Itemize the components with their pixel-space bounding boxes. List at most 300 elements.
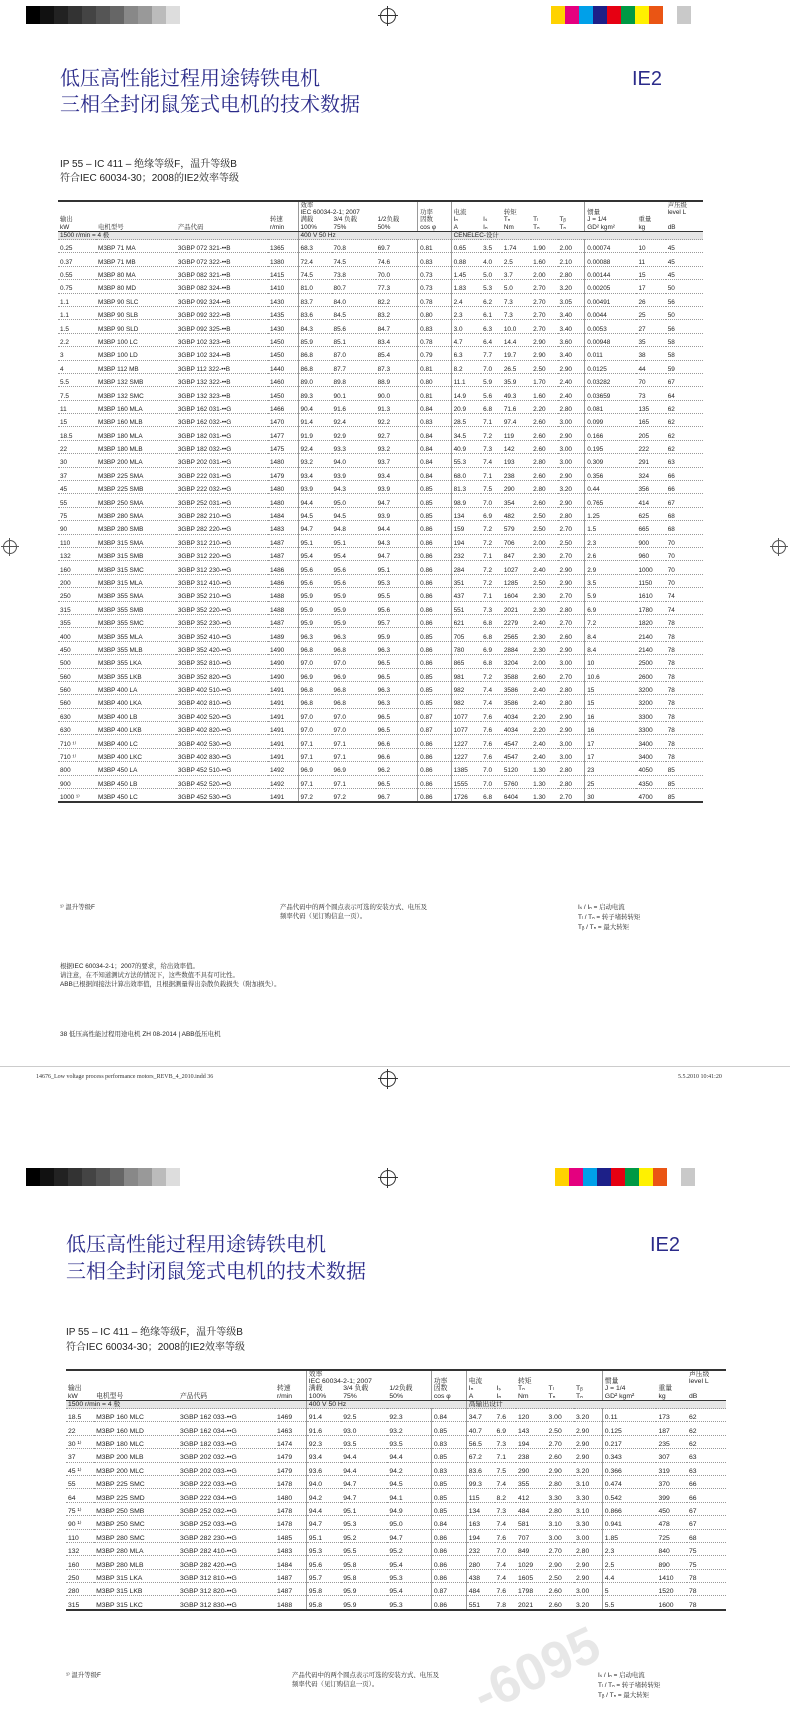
cell-is-ratio: 7.4 [495,1569,516,1582]
cell-output: 2.2 [58,333,96,346]
cell-is-ratio: 7.7 [481,347,502,360]
table-row [58,481,703,494]
cell-product-code: 3GBP 222 033-••G [178,1475,275,1488]
cell-torque-tn: 290 [502,481,531,494]
cell-product-code: 3GBP 282 420-••G [178,1556,275,1569]
cell-speed: 1490 [268,668,298,681]
header-tl: T [548,1385,553,1393]
cell-eff-50: 95.7 [376,614,418,627]
cell-eff-50: 88.9 [376,373,418,386]
cell-speed: 1484 [268,507,298,520]
cell-current-in: 438 [466,1569,494,1582]
cell-motor-type: M3BP 160 MLB [96,414,176,427]
table-row [66,1529,726,1542]
registration-mark-icon [380,8,396,24]
motor-data-table: 效率 IEC 60034-2-1; 2007 功率 电流 转矩 惯量 声压级 level L 输出 kW 电机型号 产品代码 转速 r/min 满载 100% 3/4 负载 75% 1/2负载 50% 因数 cos φ Iₙ A Iₛ Iₙ Tₙ Nm Tₗ Tₙ Tᵦ Tₙ J = 1/4 GD² kgm² 重量 kg dB 1500 r/min = 4 极 400 V 50 Hz 高输出设计 18.5 M3BP 160 MLC 3GBP 162 033-••G 1469 91.4 92.5 92.3 0.84 34.7 7.6 120 3.00 3.20 0.11 173 62 22 M3BP 160 MLD 3GBP 162 034-••G 1463 91.6 93.0 93.2 0.85 40.7 6.9 143 2.50 2.90 0.125 187 62 30 ¹⁾ M3BP 180 MLC 3GBP 182 033-••G 1474 92.3 93.5 93.5 0.83 56.5 7.3 194 2.70 2.90 0.217 235 62 37 M3BP 200 MLB 3GBP 202 032-••G 1479 93.4 94.4 94.4 0.85 67.2 7.1 238 2.60 2.90 0.343 307 63 45 ¹⁾ M3BP 200 MLC 3GBP 202 033-••G 1479 93.6 94.4 94.2 0.83 83.6 7.5 290 2.90 3.20 0.366 319 63 55 M3BP 225 SMC 3GBP 222 033-••G 1478 94.0 94.7 94.5 0.85 99.3 7.4 355 2.80 3.10 0.474 370 66 64 M3BP 225 SMD 3GBP 222 034-••G 1480 94.2 94.7 94.1 0.85 115 8.2 412 3.30 3.30 0.542 399 66 75 ¹⁾ M3BP 250 SMB 3GBP 252 032-••G 1478 94.4 95.1 94.9 0.85 134 7.3 484 2.80 3.10 0.866 450 67 90 ¹⁾ M3BP 250 SMC 3GBP 252 033-••G 1478 94.7 95.3 95.0 0.84 163 7.4 581 3.10 3.30 0.941 478 67 110 M3BP 280 SMC 3GBP 282 230-••G 1485 95.1 95.2 94.7 0.86 194 7.6 707 3.00 3.00 1.85 725 68 132 M3BP 280 MLA 3GBP 282 410-••G 1483 95.3 95.5 95.2 0.86 232 7.0 849 2.70 2.80 2.3 840 75 160 M3BP 280 MLB 3GBP 282 420-••G 1484 95.6 95.8 95.4 0.86 280 7.4 1029 2.90 2.90 2.5 890 75 250 M3BP 315 LKA 3GBP 312 810-••G 1487 95.7 95.8 95.3 0.86 438 7.4 1605 2.50 2.90 4.4 1410 78 280 M3BP 315 LKB 3GBP 312 820-••G 1487 95.8 95.9 95.4 0.87 484 7.6 1798 2.60 3.00 5 1520 78 315 M3BP 315 LKC 3GBP 312 830-••G 1488 95.8 95.9 95.3 0.86 551 7.8 2021 2.60 3.20 5.5 1600 78 [66,1369,726,1611]
cell-output: 22 [66,1422,94,1435]
cell-inertia: 8.4 [585,628,637,641]
cell-cos-phi: 0.83 [418,320,452,333]
rpm-row: 1500 r/min = 4 极 [68,1400,121,1408]
cell-inertia: 0.081 [585,400,637,413]
cell-inertia: 0.099 [585,414,637,427]
header-three-quarter: 3/4 负载 [343,1385,369,1393]
cell-is-ratio: 7.2 [481,521,502,534]
cell-tl-ratio: 2.70 [531,320,557,333]
cell-weight: 900 [636,534,665,547]
cell-motor-type: M3BP 200 MLC [94,1462,178,1475]
cell-weight: 307 [656,1449,687,1462]
cell-eff-100: 84.3 [298,320,331,333]
cell-cos-phi: 0.84 [418,400,452,413]
cell-noise: 62 [687,1422,726,1435]
cell-is-ratio: 6.8 [481,628,502,641]
cell-inertia: 0.866 [602,1502,656,1515]
cell-motor-type: M3BP 80 MD [96,280,176,293]
cell-eff-50: 95.3 [376,574,418,587]
cell-tb-ratio: 3.20 [558,481,585,494]
cell-inertia: 15 [585,695,637,708]
cell-tb-ratio: 2.00 [558,240,585,253]
cell-cos-phi: 0.87 [431,1583,466,1596]
cell-is-ratio: 7.2 [481,534,502,547]
cell-tb-ratio: 2.50 [558,534,585,547]
cell-tl-ratio: 2.50 [531,574,557,587]
header-power-factor-2: 因数 [420,216,433,224]
cell-eff-75: 90.1 [332,387,376,400]
design-row: 高输出设计 [468,1400,503,1408]
cell-tb-ratio: 2.70 [558,614,585,627]
cell-speed: 1466 [268,400,298,413]
cell-weight: 478 [656,1516,687,1529]
table-row [58,601,703,614]
cell-eff-100: 94.5 [298,507,331,520]
table-row [58,775,703,788]
cell-weight: 356 [636,481,665,494]
cell-weight: 4700 [636,789,665,803]
cell-torque-tn: 847 [502,548,531,561]
cell-noise: 58 [666,333,703,346]
header-j-unit: GD² kgm² [604,1392,635,1400]
cell-eff-100: 97.0 [298,722,331,735]
cell-motor-type: M3BP 400 LC [96,735,176,748]
header-speed-unit: r/min [276,1392,293,1400]
cell-output: 18.5 [58,427,96,440]
cell-product-code: 3GBP 182 033-••G [178,1435,275,1448]
header-motor-type: 电机型号 [96,1392,124,1400]
cell-cos-phi: 0.85 [418,668,452,681]
cell-eff-100: 95.1 [298,534,331,547]
cell-weight: 35 [636,333,665,346]
cell-noise: 78 [666,655,703,668]
cell-torque-tn: 2884 [502,641,531,654]
cell-tl-ratio: 2.00 [531,534,557,547]
cell-weight: 205 [636,427,665,440]
color-swatch [597,1168,611,1186]
cell-eff-100: 85.9 [298,333,331,346]
cell-eff-100: 92.3 [306,1435,341,1448]
color-swatch [625,1168,639,1186]
cell-output: 500 [58,655,96,668]
cell-noise: 62 [666,440,703,453]
cell-eff-50: 87.3 [376,360,418,373]
cell-current-in: 865 [451,655,481,668]
cell-current-in: 780 [451,641,481,654]
cell-cos-phi: 0.86 [418,789,452,803]
header-three-quarter: 3/4 负载 [333,216,357,224]
cell-eff-100: 89.0 [298,373,331,386]
cell-inertia: 17 [585,735,637,748]
cell-motor-type: M3BP 225 SMB [96,481,176,494]
cell-eff-100: 97.1 [298,735,331,748]
cell-inertia: 10 [585,655,637,668]
cell-cos-phi: 0.86 [418,614,452,627]
cell-motor-type: M3BP 180 MLC [94,1435,178,1448]
cell-speed: 1491 [268,735,298,748]
cell-torque-tn: 5.0 [502,280,531,293]
cell-eff-100: 93.4 [298,467,331,480]
cell-output: 710 ¹⁾ [58,748,96,761]
table-row [66,1569,726,1582]
cell-output: 1.1 [58,293,96,306]
cell-output: 900 [58,775,96,788]
cell-tb-ratio: 2.90 [574,1422,602,1435]
cell-eff-50: 95.2 [387,1542,431,1555]
cell-eff-50: 84.7 [376,320,418,333]
voltage-row: 400 V 50 Hz [308,1400,347,1408]
header-output: 输出 [60,216,73,224]
color-swatch [555,1168,569,1186]
table-row [66,1489,726,1502]
cell-product-code: 3GBP 102 323-••B [176,333,268,346]
cell-tl-ratio: 2.30 [531,601,557,614]
cell-current-in: 437 [451,588,481,601]
cell-is-ratio: 7.0 [481,360,502,373]
legend-locked-torque: Tₗ / Tₙ = 转子堵转转矩 [598,1682,661,1689]
cell-product-code: 3GBP 092 322-••B [176,306,268,319]
cell-eff-100: 81.0 [298,280,331,293]
cell-eff-50: 96.5 [376,708,418,721]
cell-eff-75: 97.0 [332,722,376,735]
cell-cos-phi: 0.86 [418,735,452,748]
cell-eff-50: 96.7 [376,789,418,803]
cell-eff-50: 74.6 [376,253,418,266]
cell-tb-ratio: 3.00 [558,748,585,761]
cell-speed: 1435 [268,306,298,319]
cell-is-ratio: 7.0 [481,775,502,788]
table-body [58,240,703,803]
cell-eff-100: 89.3 [298,387,331,400]
cell-torque-tn: 142 [502,440,531,453]
cell-cos-phi: 0.83 [418,253,452,266]
cell-tl-ratio: 2.30 [531,588,557,601]
cell-eff-75: 93.3 [332,440,376,453]
header-j: J = 1/4 [587,216,607,224]
cell-eff-50: 94.2 [387,1462,431,1475]
cell-is-ratio: 7.1 [495,1449,516,1462]
table-row [58,360,703,373]
cell-speed: 1380 [268,253,298,266]
cell-torque-tn: 4034 [502,722,531,735]
cell-noise: 78 [687,1569,726,1582]
cell-cos-phi: 0.78 [418,333,452,346]
cell-current-in: 351 [451,574,481,587]
cell-product-code: 3GBP 072 321-••B [176,240,268,253]
cell-cos-phi: 0.86 [418,561,452,574]
table-row [66,1542,726,1555]
cell-eff-100: 68.3 [298,240,331,253]
cell-current-in: 232 [451,548,481,561]
cell-noise: 66 [687,1475,726,1488]
cell-eff-50: 96.6 [376,735,418,748]
cell-tl-ratio: 2.70 [531,280,557,293]
table-row [58,266,703,279]
header-efficiency: 效率 [308,1371,323,1378]
cell-speed: 1492 [268,762,298,775]
cell-cos-phi: 0.86 [418,521,452,534]
cell-speed: 1474 [275,1435,306,1448]
protection-spec: IP 55 – IC 411 – 绝缘等级F，温升等级B [66,1327,243,1338]
cell-eff-50: 93.9 [376,481,418,494]
cell-product-code: 3GBP 252 032-••G [178,1502,275,1515]
cell-eff-50: 96.5 [376,722,418,735]
cell-speed: 1479 [268,467,298,480]
cell-current-in: 6.3 [451,347,481,360]
cell-is-ratio: 7.6 [481,708,502,721]
cell-current-in: 81.3 [451,481,481,494]
cell-is-ratio: 7.3 [495,1435,516,1448]
cell-torque-tn: 5760 [502,775,531,788]
cell-tl-ratio: 2.60 [531,668,557,681]
print-slug: 14676_Low voltage process performance motors_REVB_4_2010.indd 36 [36,1074,214,1080]
cell-eff-50: 95.4 [387,1583,431,1596]
cell-speed: 1479 [275,1449,306,1462]
cell-product-code: 3GBP 092 324-••B [176,293,268,306]
cell-product-code: 3GBP 352 210-••G [176,588,268,601]
cell-inertia: 2.3 [602,1542,656,1555]
cell-noise: 74 [666,588,703,601]
cell-noise: 85 [666,789,703,803]
cell-weight: 725 [656,1529,687,1542]
table-row [58,467,703,480]
cell-product-code: 3GBP 402 830-••G [176,748,268,761]
cell-motor-type: M3BP 180 MLB [96,440,176,453]
cell-eff-100: 95.9 [298,601,331,614]
cell-product-code: 3GBP 312 210-••G [176,534,268,547]
efficiency-class: IE2 [632,68,663,90]
cell-is-ratio: 7.4 [495,1516,516,1529]
cell-current-in: 14.9 [451,387,481,400]
cell-output: 75 [58,507,96,520]
cell-eff-75: 93.9 [332,467,376,480]
cell-eff-100: 97.1 [298,748,331,761]
cell-current-in: 551 [451,601,481,614]
cell-product-code: 3GBP 112 322-••B [176,360,268,373]
cell-motor-type: M3BP 450 LA [96,762,176,775]
cell-eff-75: 87.7 [332,360,376,373]
cell-current-in: 40.7 [466,1422,494,1435]
cell-eff-100: 93.9 [298,481,331,494]
cell-weight: 665 [636,521,665,534]
cell-torque-tn: 1605 [516,1569,547,1582]
cell-noise: 66 [687,1489,726,1502]
cell-product-code: 3GBP 352 420-••G [176,641,268,654]
cell-noise: 78 [666,681,703,694]
header-tn-unit: Nm [517,1392,529,1400]
header-product-code: 产品代码 [177,223,204,231]
cell-output: 37 [66,1449,94,1462]
cell-eff-75: 96.3 [332,628,376,641]
cell-is-ratio: 7.6 [481,735,502,748]
cell-product-code: 3GBP 222 031-••G [176,467,268,480]
registration-mark-icon [772,540,786,554]
header-output-unit: kW [68,1392,78,1400]
table-row [58,347,703,360]
table-row [58,454,703,467]
cell-tl-ratio: 2.30 [531,641,557,654]
cell-motor-type: M3BP 250 SMB [94,1502,178,1515]
cell-eff-75: 94.0 [332,454,376,467]
cell-current-in: 1.45 [451,266,481,279]
cell-torque-tn: 26.5 [502,360,531,373]
cell-eff-50: 83.2 [376,306,418,319]
cell-tb-ratio: 2.90 [574,1569,602,1582]
cell-weight: 222 [636,440,665,453]
cell-motor-type: M3BP 250 SMC [94,1516,178,1529]
cell-eff-50: 96.5 [376,655,418,668]
cell-product-code: 3GBP 282 410-••G [178,1542,275,1555]
cell-tl-ratio: 2.70 [547,1435,575,1448]
cell-inertia: 0.00144 [585,266,637,279]
cell-eff-50: 95.4 [387,1556,431,1569]
cell-eff-75: 95.6 [332,561,376,574]
cell-motor-type: M3BP 250 SMA [96,494,176,507]
cell-noise: 67 [666,373,703,386]
cell-is-ratio: 6.9 [481,507,502,520]
cell-inertia: 23 [585,762,637,775]
cell-eff-100: 97.2 [298,789,331,803]
cell-product-code: 3GBP 222 034-••G [178,1489,275,1502]
table-row [58,655,703,668]
cell-tb-ratio: 3.30 [574,1516,602,1529]
cell-noise: 67 [666,494,703,507]
header-power-factor: 功率 [433,1378,448,1386]
cell-weight: 235 [656,1435,687,1448]
cell-noise: 45 [666,240,703,253]
cell-speed: 1480 [275,1489,306,1502]
cell-output: 1000 ¹⁾ [58,789,96,803]
cell-inertia: 0.00074 [585,240,637,253]
cell-speed: 1491 [268,681,298,694]
cell-noise: 85 [666,762,703,775]
cell-speed: 1491 [268,789,298,803]
cell-output: 0.37 [58,253,96,266]
cell-weight: 3300 [636,708,665,721]
cell-noise: 78 [687,1583,726,1596]
cell-noise: 78 [666,735,703,748]
cell-inertia: 0.125 [602,1422,656,1435]
cell-product-code: 3GBP 312 220-••G [176,548,268,561]
cell-output: 30 [58,454,96,467]
cell-eff-100: 90.4 [298,400,331,413]
cell-inertia: 1.85 [602,1529,656,1542]
cell-noise: 78 [666,748,703,761]
cell-tb-ratio: 3.00 [574,1583,602,1596]
cell-eff-100: 95.1 [306,1529,341,1542]
cell-torque-tn: 484 [516,1502,547,1515]
cell-eff-100: 93.2 [298,454,331,467]
cell-noise: 64 [666,387,703,400]
cell-eff-50: 95.6 [376,601,418,614]
table-row [66,1422,726,1435]
cell-cos-phi: 0.85 [418,481,452,494]
cell-is-ratio: 7.6 [481,748,502,761]
cell-motor-type: M3BP 280 SMA [96,507,176,520]
cell-eff-100: 97.0 [298,708,331,721]
cell-speed: 1487 [268,534,298,547]
cell-current-in: 1385 [451,762,481,775]
cell-eff-50: 94.1 [387,1489,431,1502]
cell-is-ratio: 7.8 [495,1596,516,1610]
cell-torque-tn: 290 [516,1462,547,1475]
table-row [66,1449,726,1462]
cell-torque-tn: 579 [502,521,531,534]
cell-tb-ratio: 3.00 [558,414,585,427]
table-row [66,1556,726,1569]
cell-speed: 1486 [268,574,298,587]
cell-output: 280 [66,1583,94,1596]
cell-eff-75: 91.6 [332,400,376,413]
table-row [58,762,703,775]
cell-speed: 1486 [268,561,298,574]
cell-tb-ratio: 3.10 [574,1502,602,1515]
cell-current-in: 0.88 [451,253,481,266]
cell-speed: 1488 [275,1596,306,1610]
cell-weight: 1600 [656,1596,687,1610]
cell-cos-phi: 0.85 [418,628,452,641]
cell-inertia: 0.11 [602,1409,656,1422]
header-weight-unit: kg [658,1392,666,1400]
cell-torque-tn: 354 [502,494,531,507]
cell-torque-tn: 10.0 [502,320,531,333]
cell-output: 75 ¹⁾ [66,1502,94,1515]
cell-current-in: 1227 [451,748,481,761]
cell-tl-ratio: 3.00 [547,1409,575,1422]
cell-inertia: 0.0053 [585,320,637,333]
cell-cos-phi: 0.86 [431,1542,466,1555]
cell-is-ratio: 7.1 [481,548,502,561]
cell-motor-type: M3BP 355 SMA [96,588,176,601]
cell-output: 400 [58,628,96,641]
cell-cos-phi: 0.85 [418,507,452,520]
efficiency-note-2: 请注意，在不知道测试方法的情况下，这些数值不具有可比性。 [60,972,239,979]
cell-eff-50: 94.4 [387,1449,431,1462]
header-efficiency: 效率 [300,202,314,209]
cell-product-code: 3GBP 282 230-••G [178,1529,275,1542]
cell-noise: 67 [687,1502,726,1515]
header-full-load-unit: 100% [300,223,317,231]
cell-inertia: 16 [585,708,637,721]
cell-is-ratio: 6.8 [481,614,502,627]
cell-output: 1.1 [58,306,96,319]
page-subtitle: 三相全封闭鼠笼式电机的技术数据 [60,94,360,116]
cell-inertia: 0.0125 [585,360,637,373]
cell-cos-phi: 0.86 [418,641,452,654]
cell-product-code: 3GBP 132 322-••B [176,373,268,386]
cell-current-in: 163 [466,1516,494,1529]
cell-weight: 324 [636,467,665,480]
cell-current-in: 1555 [451,775,481,788]
cell-output: 630 [58,722,96,735]
